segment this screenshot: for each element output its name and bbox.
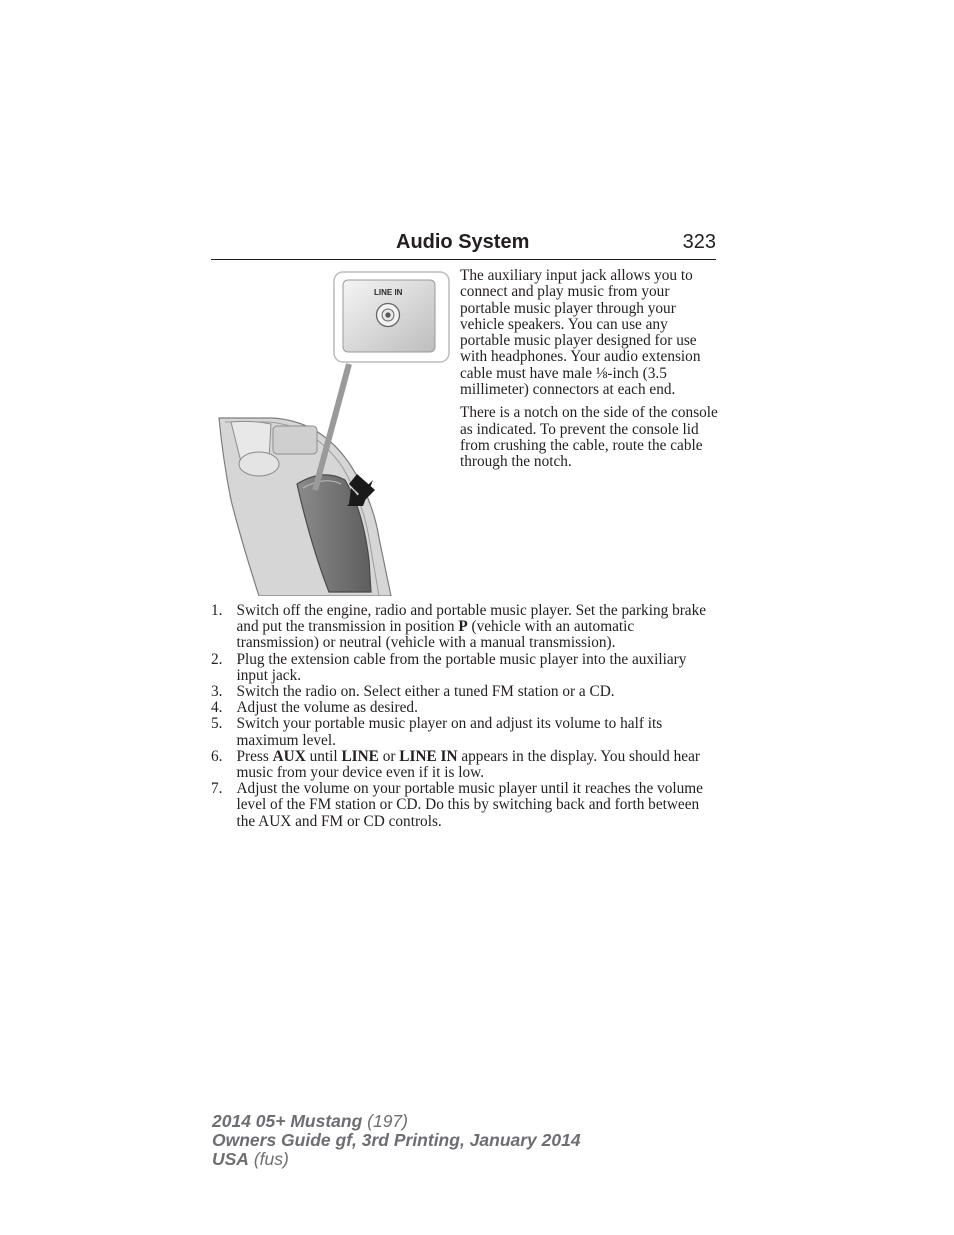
section-title: Audio System xyxy=(396,231,530,253)
step-text: Switch your portable music player on and adjust its volume to half its maximum level. xyxy=(236,715,663,749)
step-text: Adjust the volume on your portable music player until it reaches the volume level of the FM station or CD. Do this by switching back and forth between the AUX and FM or CD controls. xyxy=(236,780,703,830)
list-item xyxy=(211,749,719,781)
console-drawing xyxy=(211,270,456,596)
step-text: Switch off the engine, radio and portable music player. Set the parking brake and put the transmission in position xyxy=(236,602,707,636)
page-footer xyxy=(212,1112,581,1170)
step-text: Adjust the volume as desired. xyxy=(236,699,418,717)
footer-line-3: USA (fus) xyxy=(212,1149,289,1170)
intro-paragraph-1: The auxiliary input jack allows you to connect and play music from your portable music player through your vehicle speakers. You can use any portable music player designed for use with headphones. Your audio extension cable must have male ⅛-inch (3.5 millimeter) connectors at each end. xyxy=(460,267,701,399)
step-keyword: LINE xyxy=(341,747,379,765)
page-header xyxy=(211,229,716,260)
procedure-steps xyxy=(211,603,719,830)
step-text: (vehicle with an automatic transmission) or neutral (vehicle with a manual transmission). xyxy=(236,618,635,652)
list-item xyxy=(211,716,719,748)
list-item xyxy=(211,684,719,700)
step-number: 1. xyxy=(211,602,223,619)
step-number: 7. xyxy=(211,780,223,798)
step-text: Plug the extension cable from the portable music player into the auxiliary input jack. xyxy=(236,650,687,684)
step-number: 6. xyxy=(211,747,223,765)
list-item xyxy=(211,700,719,716)
step-number: 4. xyxy=(211,699,223,717)
footer-line-2: Owners Guide gf, 3rd Printing, January 2014 xyxy=(212,1130,581,1151)
footer-line-1: 2014 05+ Mustang (197) xyxy=(212,1111,408,1131)
page-number: 323 xyxy=(682,231,716,253)
step-keyword: AUX xyxy=(272,747,306,765)
intro-text xyxy=(460,268,718,478)
step-keyword: LINE IN xyxy=(399,747,458,765)
step-text: Switch the radio on. Select either a tuned FM station or a CD. xyxy=(236,683,615,701)
aux-jack-illustration xyxy=(211,270,456,596)
line-in-label: LINE IN xyxy=(374,288,403,297)
list-item xyxy=(211,652,719,684)
intro-paragraph-2: There is a notch on the side of the console as indicated. To prevent the console lid from crushing the cable, route the cable through the notch. xyxy=(460,404,718,471)
step-keyword: P xyxy=(458,618,468,636)
step-text: appears in the display. You should hear music from your device even if it is low. xyxy=(236,747,700,782)
step-number: 2. xyxy=(211,650,223,668)
step-text: Press xyxy=(236,747,273,765)
list-item xyxy=(211,603,719,652)
step-text: until xyxy=(305,747,342,765)
list-item xyxy=(211,781,719,830)
step-number: 3. xyxy=(211,683,223,701)
step-text: or xyxy=(378,747,400,765)
step-number: 5. xyxy=(211,715,223,733)
